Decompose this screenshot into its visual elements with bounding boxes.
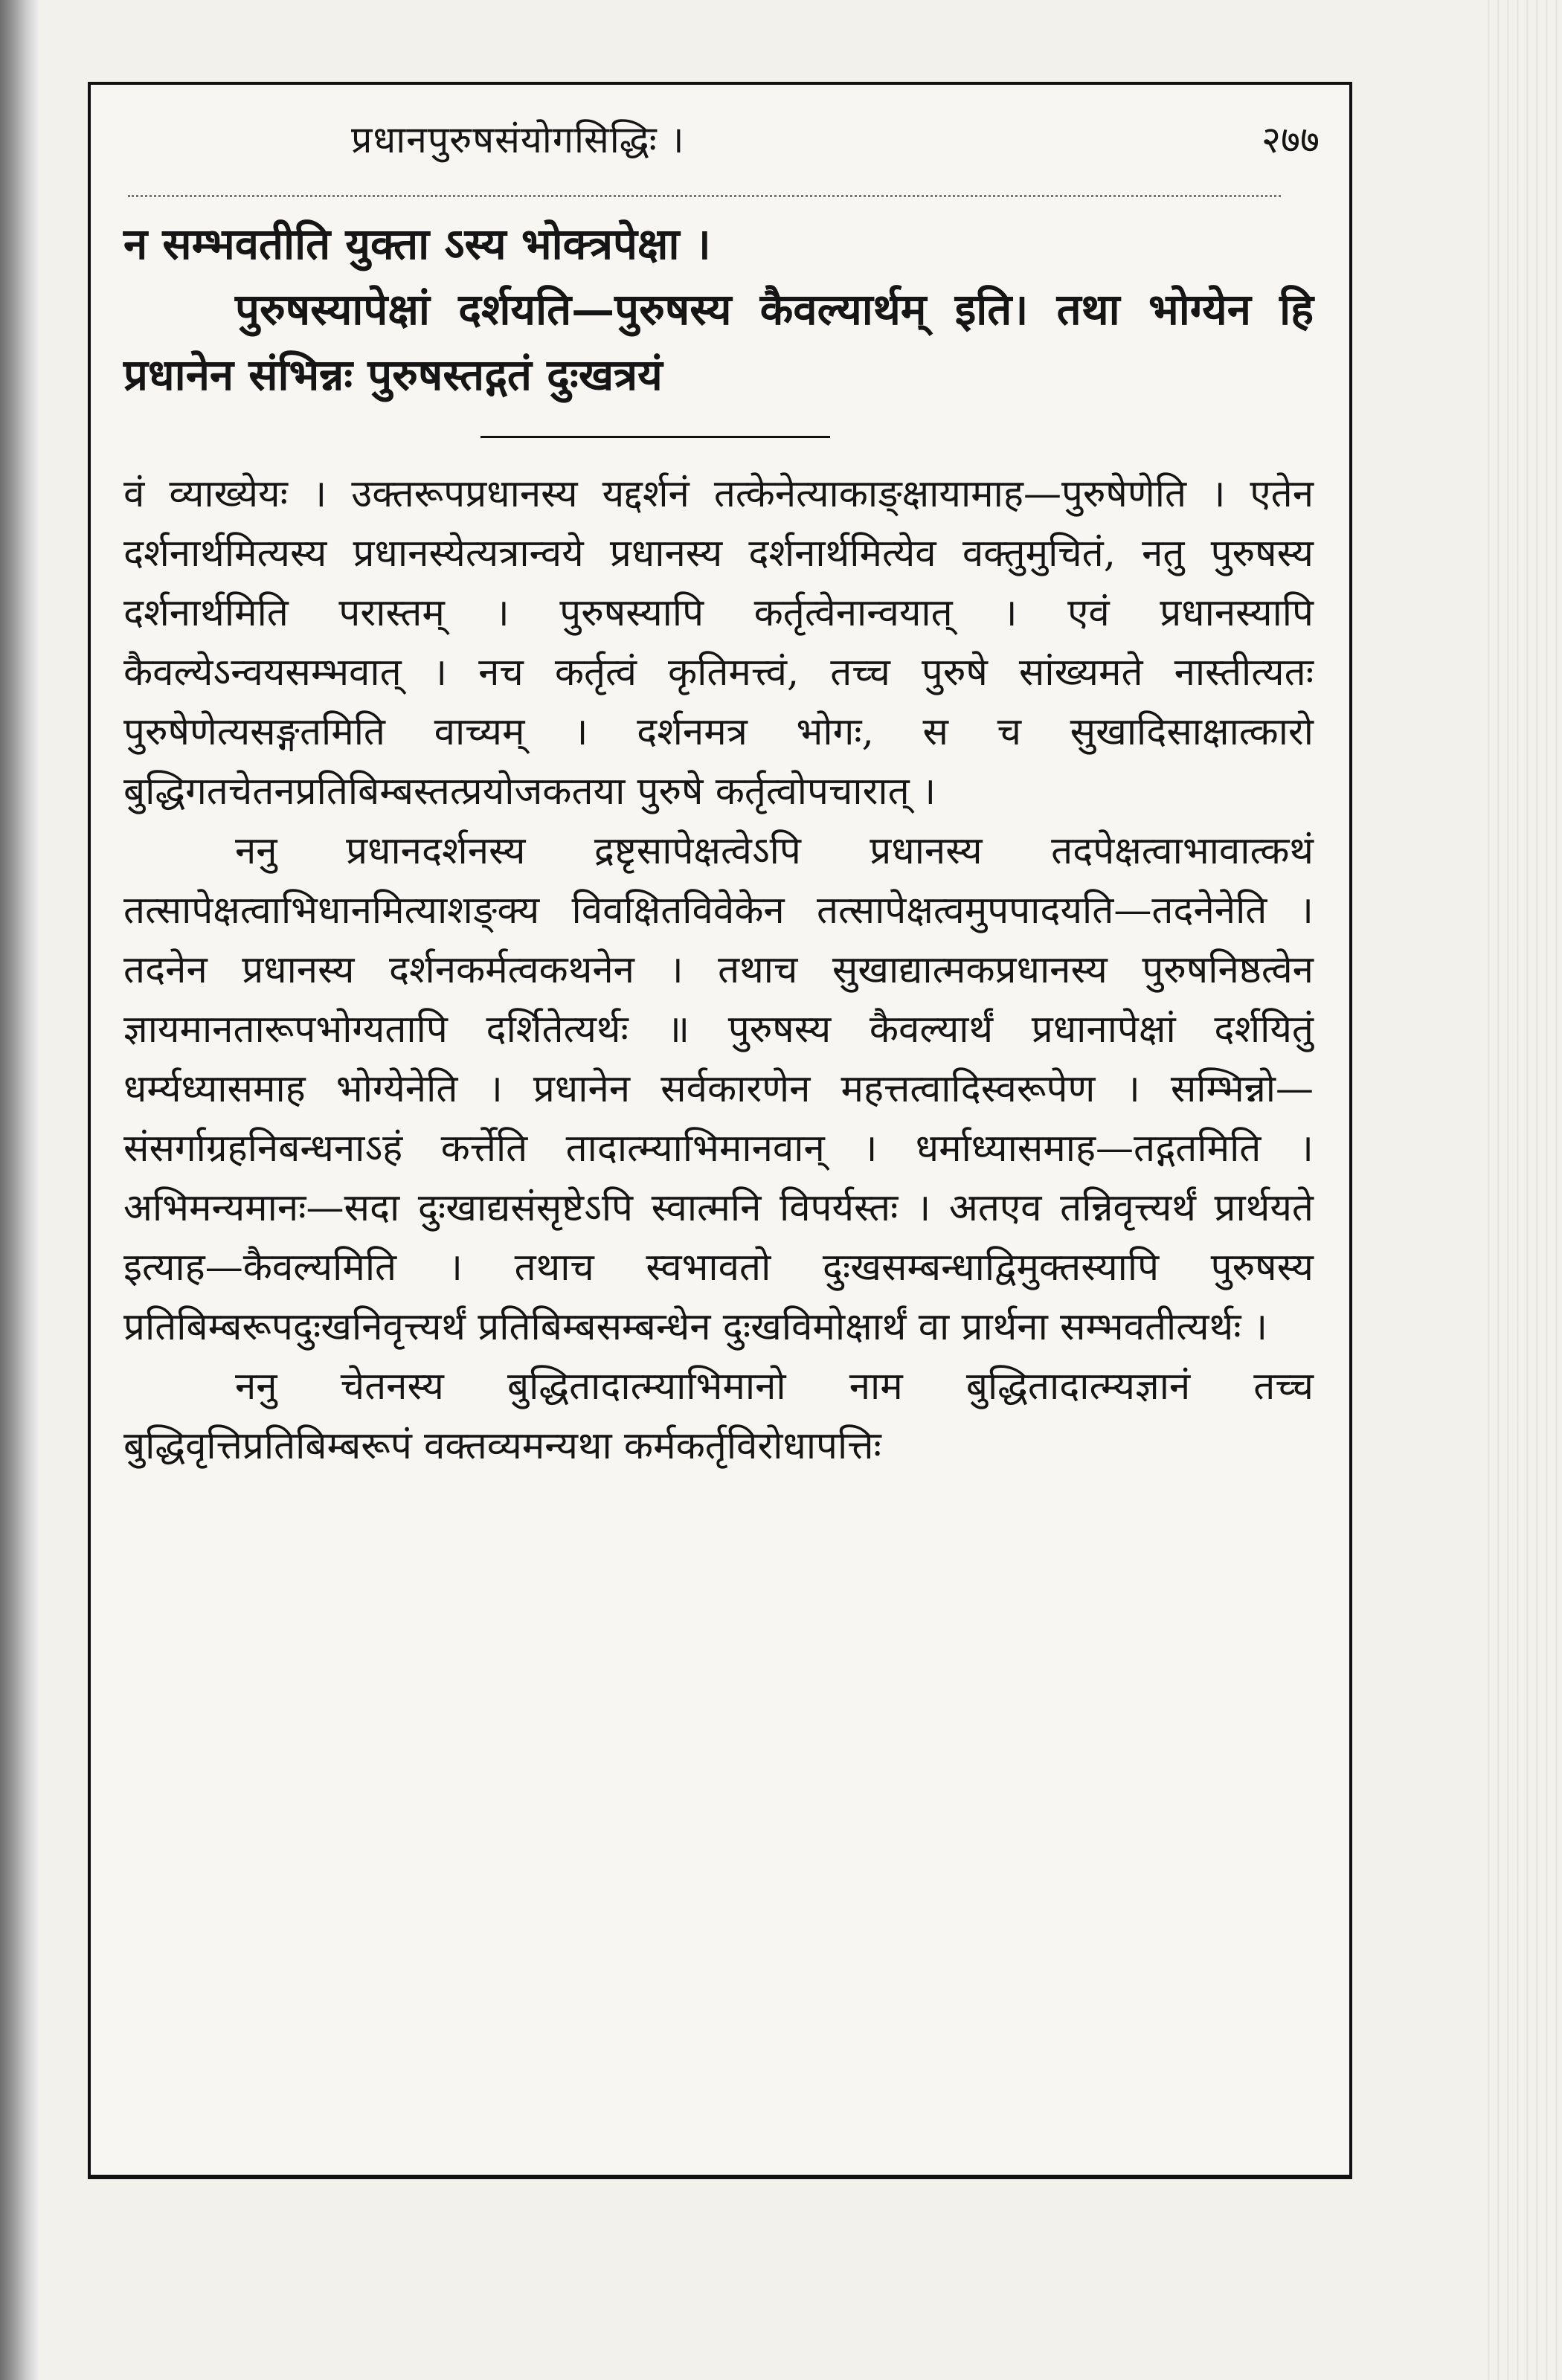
root-text xyxy=(123,211,1314,408)
commentary-paragraph: ननु चेतनस्य बुद्धितादात्म्याभिमानो नाम बुद्धितादात्म्यज्ञानं तच्च बुद्धिवृत्तिप्रतिबिम्बरूपं वक्तव्यमन्यथा कर्मकर्तृविरोधापत्तिः xyxy=(123,1365,1314,1468)
page-frame xyxy=(88,82,1352,2179)
commentary-paragraph: वं व्याख्येयः । उक्तरूपप्रधानस्य यद्दर्शनं तत्केनेत्याकाङ्क्षायामाह—पुरुषेणेति । एतेन दर्शनार्थमित्यस्य प्रधानस्येत्यत्रान्वये प्रधानस्य दर्शनार्थमित्येव वक्तुमुचितं, नतु पुरुषस्य दर्शनार्थमिति परास्तम् । पुरुषस्यापि कर्तृत्वेनान्वयात् । एवं प्रधानस्यापि कैवल्येऽन्वयसम्भवात् । नच कर्तृत्वं कृतिमत्त्वं, तच्च पुरुषे सांख्यमते नास्तीत्यतः पुरुषेणेत्यसङ्गतमिति वाच्यम् । दर्शनमत्र भोगः, स च सुखादिसाक्षात्कारो बुद्धिगतचेतनप्रतिबिम्बस्तत्प्रयोजकतया पुरुषे कर्तृत्वोपचारात् । xyxy=(123,472,1314,814)
scan-page-stack-edge xyxy=(1480,0,1562,2380)
header-title: प्रधानपुरुषसंयोगसिद्धिः । xyxy=(351,118,685,161)
root-text-line: न सम्भवतीति युक्ता ऽस्य भोक्त्रपेक्षा । xyxy=(123,219,711,269)
header-rule xyxy=(128,195,1281,197)
scan-binding-edge xyxy=(0,0,39,2380)
commentary xyxy=(123,465,1314,1476)
page-body xyxy=(123,211,1314,1476)
commentary-paragraph: ननु प्रधानदर्शनस्य द्रष्टृसापेक्षत्वेऽपि प्रधानस्य तदपेक्षत्वाभावात्कथं तत्सापेक्षत्वाभिधानमित्याशङ्क्य विवक्षितविवेकेन तत्सापेक्षत्वमुपपादयति—तदनेनेति । तदनेन प्रधानस्य दर्शनकर्मत्वकथनेन । तथाच सुखाद्यात्मकप्रधानस्य पुरुषनिष्ठत्वेन ज्ञायमानतारूपभोग्यतापि दर्शितेत्यर्थः ॥ पुरुषस्य कैवल्यार्थं प्रधानापेक्षां दर्शयितुं धर्म्यध्यासमाह भोग्येनेति । प्रधानेन सर्वकारणेन महत्तत्वादिस्वरूपेण । सम्भिन्नो—संसर्गाग्रहनिबन्धनाऽहं कर्त्तेति तादात्म्याभिमानवान् । धर्माध्यासमाह—तद्गतमिति । अभिमन्यमानः—सदा दुःखाद्यसंसृष्टेऽपि स्वात्मनि विपर्यस्तः । अतएव तन्निवृत्त्यर्थं प्रार्थयते इत्याह—कैवल्यमिति । तथाच स्वभावतो दुःखसम्बन्धाद्विमुक्तस्यापि पुरुषस्य प्रतिबिम्बरूपदुःखनिवृत्त्यर्थं प्रतिबिम्बसम्बन्धेन दुःखविमोक्षार्थं वा प्रार्थना सम्भवतीत्यर्थः । xyxy=(123,829,1314,1349)
root-text-paragraph: पुरुषस्यापेक्षां दर्शयति—पुरुषस्य कैवल्यार्थम् इति। तथा भोग्येन हि प्रधानेन संभिन्नः पुरुषस्तद्गतं दुःखत्रयं xyxy=(123,284,1314,400)
section-divider xyxy=(481,436,830,438)
page-number: २७७ xyxy=(1262,118,1320,161)
running-header xyxy=(91,113,1349,180)
